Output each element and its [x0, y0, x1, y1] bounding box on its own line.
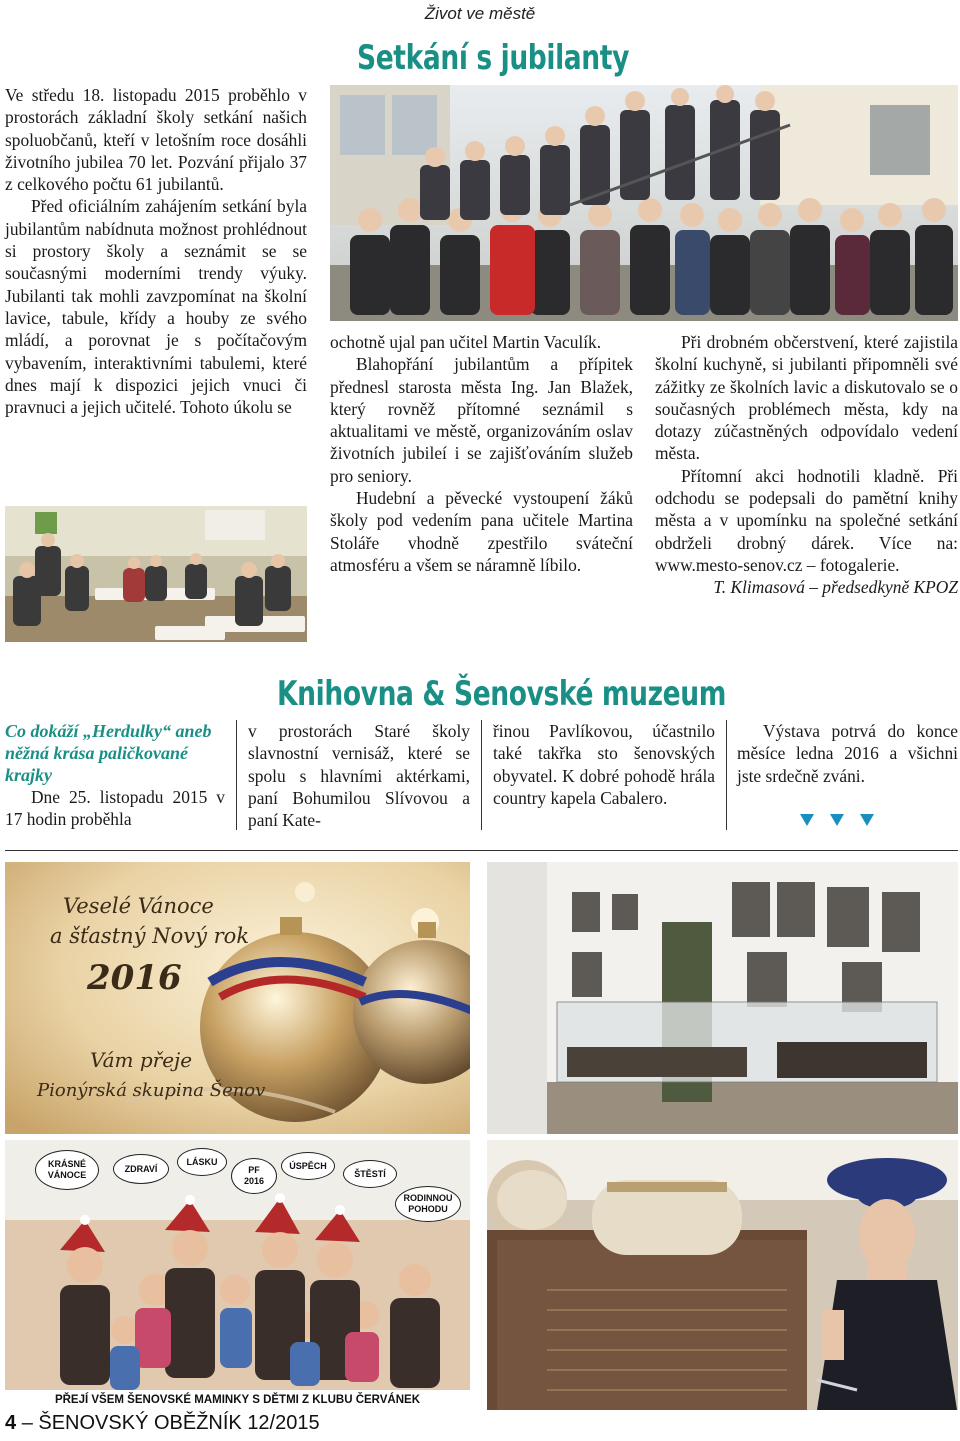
group-photo-image: [330, 85, 958, 321]
classroom-photo: [5, 506, 307, 642]
museum-exhibition-photo: [487, 862, 958, 1134]
family-photo-caption: PŘEJÍ VŠEM ŠENOVSKÉ MAMINKY S DĚTMI Z KLUBU ČERVÁNEK: [54, 1394, 421, 1406]
triangle-marker-icon: [800, 814, 814, 826]
paragraph: Před oficiálním zahájením setkání byla jubilantům nabídnuta možnost prohlédnout si prostory školy a seznámit se se současnými moderními trendy výuky. Jubilanti tak mohli zavzpomínat na školní lavice, tabule, křídy a houby ze svého mládí, a porovnat je s počítačovým vybavením, interaktivními tabulemi, které dnes mají k dispozici jejich vnuci či pravnuci a jejich učitelé. Tohoto úkolu se: [5, 196, 307, 418]
triangle-marker-icon: [860, 814, 874, 826]
article-title-setkani: Setkání s jubilanty: [357, 38, 629, 78]
wish-bubble: ŠTĚSTÍ: [343, 1160, 397, 1188]
card-line-2: a šťastný Nový rok: [50, 924, 250, 948]
paragraph: řinou Pavlíkovou, účastnilo také takřka sto šenovských obyvatel. K dobré pohodě hrála country kapela Cabalero.: [493, 721, 715, 808]
paragraph: Výstava potrvá do konce měsíce ledna 2016 a všichni jste srdečně zváni.: [737, 721, 958, 786]
wish-bubble: PF 2016: [231, 1158, 277, 1194]
paragraph: Blahopřání jubilantům a přípitek přednesl starosta města Ing. Jan Blažek, který rovněž přítomné seznámil s aktualitami ve městě, organizováním oslav životních jubileí i se zajišťováním služeb pro seniory.: [330, 354, 633, 486]
article-column-1: [5, 84, 307, 418]
knihovna-column-1: [5, 720, 225, 831]
paragraph: ochotně ujal pan učitel Martin Vaculík.: [330, 332, 602, 352]
paragraph: Hudební a pěvecké vystoupení žáků školy pod vedením pana učitele Martina Stoláře vhodně zpestřilo sváteční atmosféru a všem se náramně líbilo.: [330, 488, 633, 575]
section-rule: [5, 850, 958, 851]
paragraph: Při drobném občerstvení, které zajistila školní kuchyně, si jubilanti připomněli své zážitky ze školních lavic a diskutovalo se o současných problémech města, kdy na dotazy zúčastněných odpovídalo vedení města.: [655, 332, 958, 464]
column-divider: [726, 720, 727, 830]
article-column-3: [655, 331, 958, 599]
subheading: Co dokáží „Herdulky“ aneb něžná krása paličkované krajky: [5, 721, 212, 785]
wish-bubble: LÁSKU: [177, 1148, 227, 1176]
column-divider: [481, 720, 482, 830]
column-divider: [236, 720, 237, 830]
family-photo: [5, 1140, 470, 1410]
end-markers: [800, 814, 900, 826]
publication-name: – ŠENOVSKÝ OBĚŽNÍK 12/2015: [21, 1412, 320, 1434]
card-line-3: 2016: [87, 958, 182, 998]
card-line-5: Pionýrská skupina Šenov: [37, 1080, 266, 1101]
card-line-1: Veselé Vánoce: [63, 894, 214, 918]
group-photo-jubilants: [330, 85, 958, 321]
knihovna-column-2: [248, 720, 470, 831]
section-label: Život ve městě: [424, 4, 536, 23]
lace-exhibit-image: [487, 1140, 958, 1410]
wish-bubble: KRÁSNÉ VÁNOCE: [35, 1150, 99, 1190]
wish-bubble: ÚSPĚCH: [281, 1152, 335, 1180]
lace-exhibit-photo: [487, 1140, 958, 1410]
classroom-photo-image: [5, 506, 307, 642]
knihovna-column-4: [737, 720, 958, 787]
paragraph: v prostorách Staré školy slavnostní vernisáž, které se spolu s hlavními aktérkami, paní Bohumilou Slívovou a paní Kate-: [248, 721, 470, 831]
wish-bubble: ZDRAVÍ: [113, 1154, 169, 1184]
paragraph: Dne 25. listopadu 2015 v 17 hodin proběhla: [5, 787, 225, 830]
museum-exhibition-image: [487, 862, 958, 1134]
knihovna-column-3: [493, 720, 715, 809]
card-line-4: Vám přeje: [90, 1048, 193, 1072]
christmas-card: [5, 862, 470, 1134]
paragraph: Přítomní akci hodnotili kladně. Při odchodu se podepsali do pamětní knihy města a v upomínku na společné setkání obdrželi drobný dárek. Více na: www.mesto-senov.cz – fotogalerie.: [655, 465, 958, 575]
triangle-marker-icon: [830, 814, 844, 826]
article-column-2: [330, 331, 633, 576]
paragraph: Ve středu 18. listopadu 2015 proběhlo v prostorách základní školy setkání našich spoluobčanů, kteří v letošním roce dosáhli životního jubilea 70 let. Pozvání přijalo 37 z celkového počtu 61 jubilantů.: [5, 85, 307, 195]
wish-bubble: RODINNOU POHODU: [395, 1186, 461, 1222]
author-signature: T. Klimasová – předsedkyně KPOZ: [713, 577, 958, 598]
page-number: 4: [5, 1412, 17, 1434]
page-footer: [5, 1412, 320, 1435]
article-title-knihovna: Knihovna & Šenovské muzeum: [277, 674, 726, 714]
